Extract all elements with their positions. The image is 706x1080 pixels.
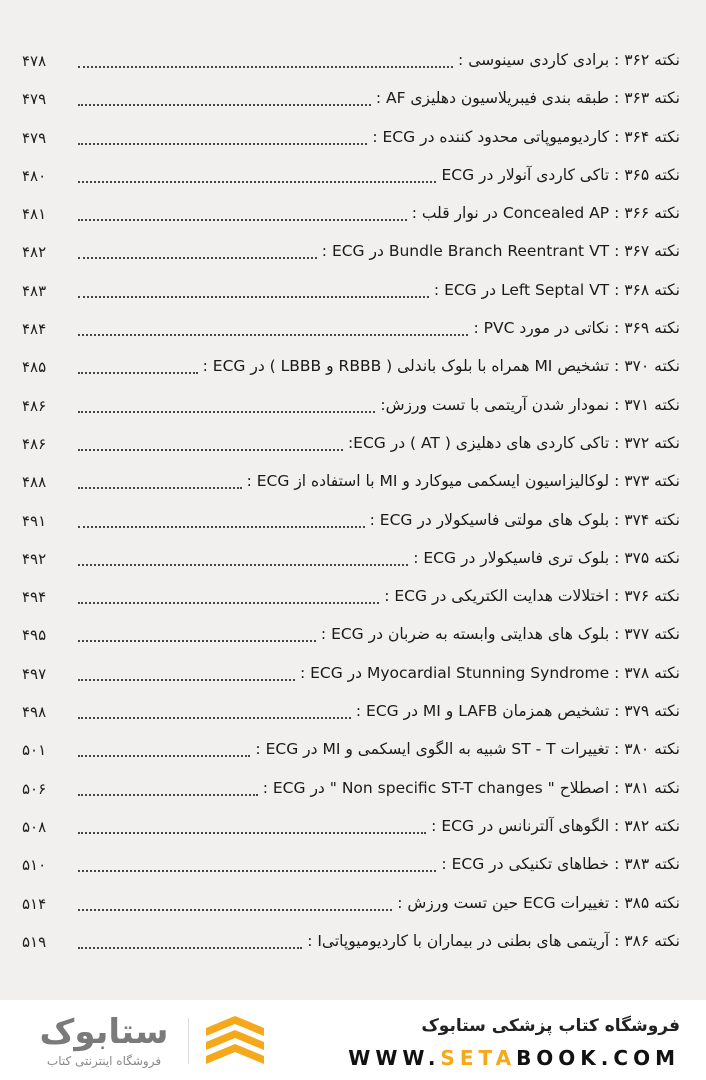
dot-leader <box>78 909 392 911</box>
toc-entry-title: نکته ۳۷۶ : اختلالات هدایت الکتریکی در ECG : <box>381 587 680 605</box>
toc-entry-title: نکته ۳۸۳ : خطاهای تکنیکی در ECG : <box>438 855 680 873</box>
toc-entry-title: نکته ۳۶۹ : نکاتی در مورد PVC : <box>471 319 681 337</box>
dot-leader <box>78 640 316 642</box>
dot-leader <box>78 755 250 757</box>
toc-entry <box>0 542 706 580</box>
toc-entry-title: نکته ۳۷۴ : بلوک های مولتی فاسیکولار در ECG : <box>367 511 680 529</box>
toc-page-number: ۴۹۲ <box>22 549 47 568</box>
toc-page-number: ۴۸۳ <box>22 281 47 300</box>
toc-entry-title: نکته ۳۷۵ : بلوک تری فاسیکولار در ECG : <box>410 549 680 567</box>
dot-leader <box>78 219 407 221</box>
toc-entry <box>0 350 706 388</box>
dot-leader <box>78 143 367 145</box>
toc-page-number: ۴۸۱ <box>22 205 47 224</box>
toc-page-number: ۴۸۶ <box>22 434 47 453</box>
toc-page-number: ۴۹۴ <box>22 588 47 607</box>
toc-page-number: ۴۹۸ <box>22 703 47 722</box>
toc-page-number: ۵۰۶ <box>22 779 47 798</box>
toc-page-number: ۴۸۵ <box>22 358 47 377</box>
toc-page-number: ۵۰۱ <box>22 741 47 760</box>
store-footer <box>0 1000 706 1080</box>
dot-leader <box>78 66 453 68</box>
toc-page-number: ۴۹۱ <box>22 511 47 530</box>
toc-entry-title: نکته ۳۷۲ : تاکی کاردی های دهلیزی ( AT ) در ECG: <box>345 434 680 452</box>
toc-entry <box>0 465 706 503</box>
toc-entry-title: نکته ۳۶۸ : Left Septal VT در ECG : <box>431 281 680 299</box>
toc-entry-title: نکته ۳۶۶ : Concealed AP در نوار قلب : <box>409 204 680 222</box>
dot-leader <box>78 449 343 451</box>
toc-page-number: ۵۰۸ <box>22 817 47 836</box>
dot-leader <box>78 257 317 259</box>
toc-entry-title: نکته ۳۷۱ : نمودار شدن آریتمی با تست ورزش: <box>377 396 680 414</box>
url-accent: SETA <box>440 1046 517 1070</box>
url-prefix: WWW. <box>348 1046 441 1070</box>
toc-entry <box>0 925 706 963</box>
store-title: فروشگاه کتاب پزشکی ستابوک <box>421 1016 680 1036</box>
dot-leader <box>78 564 408 566</box>
dot-leader <box>78 487 242 489</box>
toc-entry-title: نکته ۳۶۲ : برادی کاردی سینوسی : <box>455 51 680 69</box>
toc-page-number: ۵۱۹ <box>22 932 47 951</box>
toc-page-number: ۴۷۸ <box>22 52 47 70</box>
dot-leader <box>78 411 375 413</box>
logo-wordmark: ستابوک <box>39 1012 169 1052</box>
toc-entry <box>0 274 706 312</box>
toc-page-number: ۴۸۸ <box>22 473 47 492</box>
toc-entry <box>0 580 706 618</box>
toc-entry <box>0 772 706 810</box>
dot-leader <box>78 947 302 949</box>
toc-entry-title: نکته ۳۸۰ : تغییرات ST - T شبیه به الگوی ایسکمی و MI در ECG : <box>252 740 680 758</box>
toc-entry <box>0 44 706 82</box>
dot-leader <box>78 832 426 834</box>
toc-entry <box>0 887 706 925</box>
logo-divider <box>188 1018 189 1064</box>
toc-entry <box>0 312 706 350</box>
toc-page-number: ۴۸۲ <box>22 243 47 262</box>
dot-leader <box>78 679 295 681</box>
toc-entry-title: نکته ۳۷۹ : تشخیص همزمان LAFB و MI در ECG : <box>353 702 680 720</box>
toc-entry-title: نکته ۳۸۵ : تغییرات ECG حین تست ورزش : <box>394 894 680 912</box>
book-stack-icon <box>200 1014 270 1068</box>
toc-entry-title: نکته ۳۸۲ : الگوهای آلترنانس در ECG : <box>428 817 680 835</box>
dot-leader <box>78 334 468 336</box>
toc-page-number: ۴۸۴ <box>22 320 47 339</box>
store-url[interactable] <box>348 1046 680 1070</box>
dot-leader <box>78 372 198 374</box>
table-of-contents <box>0 44 706 963</box>
toc-entry <box>0 159 706 197</box>
toc-entry <box>0 389 706 427</box>
toc-entry <box>0 197 706 235</box>
toc-entry-title: نکته ۳۷۰ : تشخیص MI همراه با بلوک باندلی ( RBBB و LBBB ) در ECG : <box>200 357 680 375</box>
dot-leader <box>78 870 436 872</box>
toc-page-number: ۵۱۴ <box>22 894 47 913</box>
toc-page-number: ۴۹۷ <box>22 664 47 683</box>
toc-page-number: ۴۸۰ <box>22 166 47 185</box>
toc-entry-title: نکته ۳۶۳ : طبقه بندی فیبریلاسیون دهلیزی AF : <box>373 89 680 107</box>
toc-entry <box>0 121 706 159</box>
dot-leader <box>78 104 371 106</box>
toc-entry <box>0 695 706 733</box>
dot-leader <box>78 296 429 298</box>
toc-entry-title: نکته ۳۷۳ : لوکالیزاسیون ایسکمی میوکارد و MI با استفاده از ECG : <box>244 472 680 490</box>
toc-entry-title: نکته ۳۶۵ : تاکی کاردی آنولار در ECG <box>438 166 680 184</box>
toc-entry-title: نکته ۳۸۱ : اصطلاح " Non specific ST-T changes " در ECG : <box>260 779 680 797</box>
toc-entry <box>0 82 706 120</box>
toc-page-number: ۵۱۰ <box>22 856 47 875</box>
toc-entry <box>0 235 706 273</box>
toc-entry <box>0 618 706 656</box>
dot-leader <box>78 181 436 183</box>
toc-entry <box>0 810 706 848</box>
dot-leader <box>78 794 258 796</box>
toc-page-number: ۴۷۹ <box>22 128 47 147</box>
toc-entry-title: نکته ۳۶۴ : کاردیومیوپاتی محدود کننده در ECG : <box>369 128 680 146</box>
toc-page-number: ۴۷۹ <box>22 90 47 109</box>
toc-entry-title: نکته ۳۸۶ : آریتمی های بطنی در بیماران با کاردیومیوپاتیI : <box>304 932 680 950</box>
toc-entry <box>0 848 706 886</box>
toc-entry <box>0 733 706 771</box>
logo-subtitle: فروشگاه اینترنتی کتاب <box>46 1054 162 1068</box>
dot-leader <box>78 602 379 604</box>
toc-entry <box>0 657 706 695</box>
dot-leader <box>78 526 365 528</box>
toc-entry <box>0 427 706 465</box>
toc-page-number: ۴۹۵ <box>22 626 47 645</box>
toc-entry-title: نکته ۳۶۷ : Bundle Branch Reentrant VT در ECG : <box>319 242 680 260</box>
toc-entry-title: نکته ۳۷۷ : بلوک های هدایتی وابسته به ضربان در ECG : <box>318 625 680 643</box>
url-suffix: BOOK.COM <box>516 1046 680 1070</box>
toc-entry <box>0 504 706 542</box>
toc-page-number: ۴۸۶ <box>22 396 47 415</box>
toc-entry-title: نکته ۳۷۸ : Myocardial Stunning Syndrome در ECG : <box>297 664 680 682</box>
dot-leader <box>78 717 351 719</box>
